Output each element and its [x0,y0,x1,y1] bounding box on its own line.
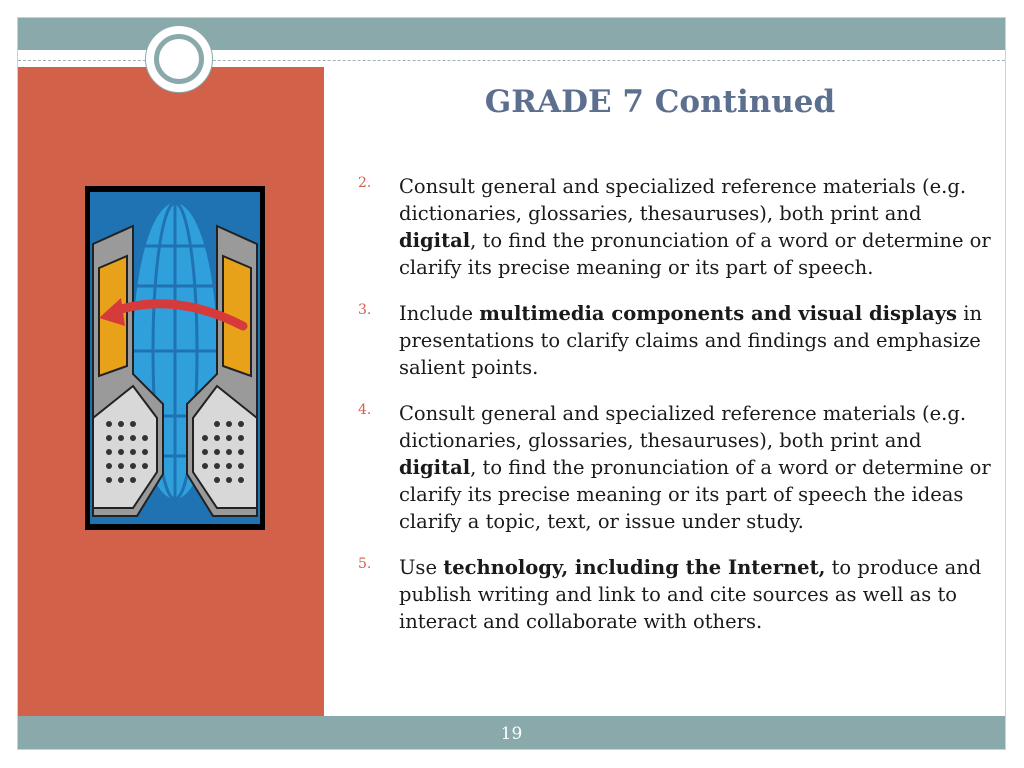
list-item [358,400,1003,535]
ring-ornament-icon [145,25,213,93]
standards-list [358,173,1003,654]
text-segment: Consult general and specialized reference materials (e.g. dictionaries, glossaries, thesauruses), both print and [399,402,967,452]
text-segment: Consult general and specialized reference materials (e.g. dictionaries, glossaries, thesauruses), both print and [399,175,967,225]
globe-keyboards-clipart-icon [85,186,265,530]
slide-title: GRADE 7 Continued [484,84,836,120]
bold-segment: technology, including the Internet, [443,556,826,579]
bold-segment: digital [399,456,471,479]
item-number: 4. [358,402,372,418]
text-segment: Include [399,302,480,325]
item-text [399,302,982,379]
ring-ornament-inner [154,34,204,84]
item-number: 2. [358,175,372,191]
item-text [399,556,981,633]
bold-segment: multimedia components and visual displays [479,302,958,325]
list-item [358,173,1003,281]
bold-segment: digital [399,229,471,252]
list-item [358,300,1003,381]
text-segment: , to find the pronunciation of a word or determine or clarify its precise meaning or its part of speech the ideas clarify a topic, text, or issue under study. [399,456,991,533]
text-segment: Use [399,556,444,579]
item-text [399,175,991,279]
item-number: 5. [358,556,372,572]
bottom-band [18,716,1005,749]
text-segment: to produce and publish writing and link to and cite sources as well as to interact and collaborate with others. [399,556,982,633]
text-segment: , to find the pronunciation of a word or determine or clarify its precise meaning or its part of speech. [399,229,991,279]
list-item [358,554,1003,635]
item-text [399,402,991,533]
text-segment: in presentations to clarify claims and findings and emphasize salient points. [399,302,983,379]
page-number: 19 [500,724,523,744]
item-number: 3. [358,302,372,318]
